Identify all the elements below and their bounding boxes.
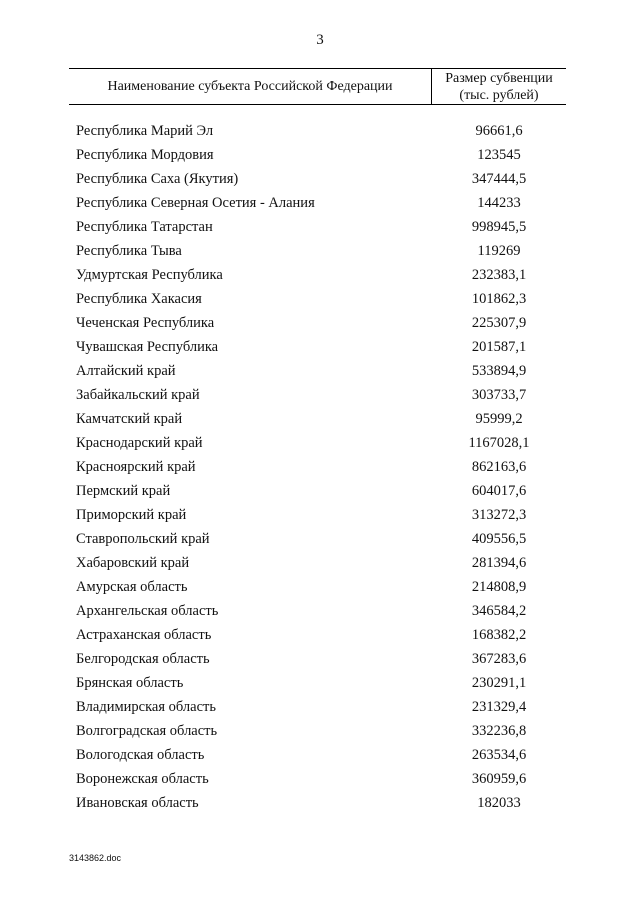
subject-name-cell: Республика Татарстан (76, 218, 213, 235)
subject-name-cell: Астраханская область (76, 626, 212, 643)
table-row (76, 311, 566, 335)
subsidy-amount-cell: 230291,1 (471, 674, 527, 691)
subject-name-cell: Забайкальский край (76, 386, 200, 403)
subsidy-amount-cell: 119269 (477, 242, 521, 259)
subject-name-cell: Воронежская область (76, 770, 209, 787)
subject-name-cell: Архангельская область (76, 602, 219, 619)
table-row (76, 695, 566, 719)
subject-name-cell: Краснодарский край (76, 434, 203, 451)
subject-name-cell: Республика Мордовия (76, 146, 214, 163)
subsidy-amount-cell: 346584,2 (471, 602, 527, 619)
subject-name-cell: Ивановская область (76, 794, 199, 811)
table-row (76, 503, 566, 527)
subsidy-amount-cell: 367283,6 (471, 650, 527, 667)
page-number: 3 (316, 32, 324, 48)
subject-name-cell: Республика Хакасия (76, 290, 202, 307)
table-row (76, 119, 566, 143)
table-row (76, 623, 566, 647)
subject-name-cell: Белгородская область (76, 650, 210, 667)
subsidy-amount-cell: 123545 (477, 146, 521, 163)
subject-name-cell: Чувашская Республика (76, 338, 219, 355)
subject-name-cell: Алтайский край (76, 362, 176, 379)
subject-name-cell: Хабаровский край (76, 554, 190, 571)
subject-name-cell: Камчатский край (76, 410, 183, 427)
subject-name-cell: Брянская область (76, 674, 184, 691)
subject-name-cell: Удмуртская Республика (76, 266, 223, 283)
subsidy-amount-cell: 409556,5 (471, 530, 527, 547)
subsidy-amount-cell: 101862,3 (471, 290, 527, 307)
subsidy-amount-cell: 231329,4 (471, 698, 527, 715)
table-row (76, 551, 566, 575)
column-header-subsidy-amount (432, 70, 566, 104)
subsidy-amount-cell: 360959,6 (471, 770, 527, 787)
subject-name-cell: Чеченская Республика (76, 314, 215, 331)
subject-name-cell: Республика Тыва (76, 242, 182, 259)
subject-name-cell: Красноярский край (76, 458, 196, 475)
subsidy-amount-cell: 998945,5 (471, 218, 527, 235)
subject-name-cell: Приморский край (76, 506, 187, 523)
table-row (76, 263, 566, 287)
subsidy-amount-cell: 182033 (477, 794, 521, 811)
table-row (76, 647, 566, 671)
subsidy-amount-cell: 201587,1 (471, 338, 527, 355)
subsidy-amount-cell: 303733,7 (471, 386, 527, 403)
column-header-amount-line1: Размер субвенции (445, 71, 553, 86)
table-row (76, 287, 566, 311)
subsidy-amount-cell: 95999,2 (475, 410, 523, 427)
subject-name-cell: Волгоградская область (76, 722, 218, 739)
subject-name-cell: Амурская область (76, 578, 188, 595)
table-body (76, 119, 566, 815)
table-row (76, 431, 566, 455)
subsidy-amount-cell: 347444,5 (471, 170, 527, 187)
subsidy-amount-cell: 214808,9 (471, 578, 527, 595)
subsidy-amount-cell: 144233 (477, 194, 521, 211)
table-row (76, 719, 566, 743)
subject-name-cell: Республика Саха (Якутия) (76, 170, 239, 187)
column-header-subject-name: Наименование субъекта Российской Федерации (107, 79, 393, 94)
table-row (76, 791, 566, 815)
table-row (76, 479, 566, 503)
header-bottom-rule (69, 104, 566, 105)
subsidy-amount-cell: 332236,8 (471, 722, 527, 739)
subsidy-amount-cell: 281394,6 (471, 554, 527, 571)
subject-name-cell: Ставропольский край (76, 530, 210, 547)
table-row (76, 767, 566, 791)
table-top-rule (69, 68, 566, 69)
table-row (76, 575, 566, 599)
subsidy-amount-cell: 168382,2 (471, 626, 527, 643)
table-row (76, 407, 566, 431)
table-row (76, 527, 566, 551)
table-row (76, 167, 566, 191)
subject-name-cell: Республика Марий Эл (76, 122, 214, 139)
table-row (76, 599, 566, 623)
subject-name-cell: Пермский край (76, 482, 171, 499)
subject-name-cell: Вологодская область (76, 746, 205, 763)
subsidy-amount-cell: 313272,3 (471, 506, 527, 523)
subsidy-amount-cell: 1167028,1 (468, 434, 530, 451)
table-row (76, 383, 566, 407)
subsidy-amount-cell: 604017,6 (471, 482, 527, 499)
subsidy-amount-cell: 533894,9 (471, 362, 527, 379)
table-row (76, 215, 566, 239)
table-row (76, 359, 566, 383)
table-row (76, 671, 566, 695)
column-header-amount-line2: (тыс. рублей) (459, 88, 539, 103)
table-row (76, 191, 566, 215)
table-row (76, 239, 566, 263)
table-row (76, 455, 566, 479)
subsidy-amount-cell: 263534,6 (471, 746, 527, 763)
table-row (76, 143, 566, 167)
subsidy-amount-cell: 225307,9 (471, 314, 527, 331)
subsidy-amount-cell: 862163,6 (471, 458, 527, 475)
table-row (76, 335, 566, 359)
table-row (76, 743, 566, 767)
subject-name-cell: Владимирская область (76, 698, 216, 715)
subsidy-amount-cell: 96661,6 (475, 122, 523, 139)
subsidy-amount-cell: 232383,1 (471, 266, 527, 283)
subject-name-cell: Республика Северная Осетия - Алания (76, 194, 315, 211)
document-file-id: 3143862.doc (69, 853, 122, 863)
